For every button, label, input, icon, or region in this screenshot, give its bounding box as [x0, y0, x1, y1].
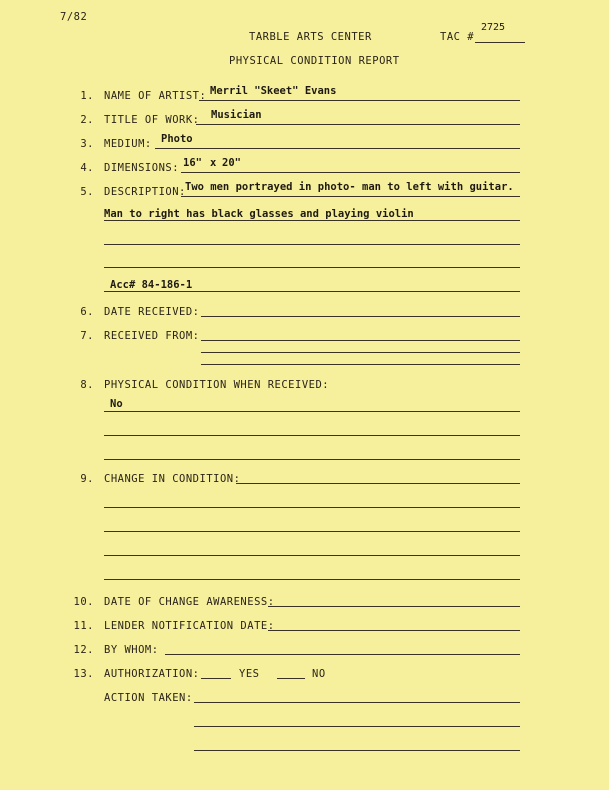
- lender-notification-label: LENDER NOTIFICATION DATE:: [104, 620, 275, 632]
- by-whom-label: BY WHOM:: [104, 644, 159, 656]
- field-12-number: 12.: [73, 644, 94, 656]
- lender-notification-line: [268, 630, 520, 631]
- change-in-condition-line-2: [104, 507, 520, 508]
- org-name: TARBLE ARTS CENTER: [249, 31, 372, 43]
- field-8-number: 8.: [80, 379, 94, 391]
- by-whom-line: [165, 654, 520, 655]
- tac-number: 2725: [481, 22, 506, 33]
- authorization-no: NO: [312, 668, 326, 680]
- date-received-label: DATE RECEIVED:: [104, 306, 200, 318]
- change-in-condition-line-3: [104, 531, 520, 532]
- artist-line: [199, 100, 520, 101]
- physical-condition-label: PHYSICAL CONDITION WHEN RECEIVED:: [104, 379, 330, 391]
- change-awareness-line: [268, 606, 520, 607]
- authorization-label: AUTHORIZATION:: [104, 668, 200, 680]
- tac-line: [475, 42, 525, 43]
- received-from-label: RECEIVED FROM:: [104, 330, 200, 342]
- title-line: [196, 124, 520, 125]
- description-line-1: Two men portrayed in photo- man to left with guitar.: [185, 181, 514, 193]
- change-in-condition-line-1: [236, 483, 520, 484]
- field-7-number: 7.: [80, 330, 94, 342]
- field-1-number: 1.: [80, 90, 94, 102]
- description-rule-2: [104, 220, 520, 221]
- field-10-number: 10.: [73, 596, 94, 608]
- action-taken-line-1: [194, 702, 520, 703]
- artist-label: NAME OF ARTIST:: [104, 90, 207, 102]
- change-in-condition-line-5: [104, 579, 520, 580]
- accession-line: [104, 291, 520, 292]
- title-label: TITLE OF WORK:: [104, 114, 200, 126]
- field-2-number: 2.: [80, 114, 94, 126]
- dimensions-width: 16": [183, 157, 202, 169]
- description-rule-4: [104, 267, 520, 268]
- dimensions-x: x: [210, 157, 217, 169]
- medium-label: MEDIUM:: [104, 138, 152, 150]
- field-13-number: 13.: [73, 668, 94, 680]
- description-label: DESCRIPTION:: [104, 186, 186, 198]
- accession-number: Acc# 84-186-1: [110, 279, 193, 291]
- change-in-condition-line-4: [104, 555, 520, 556]
- description-rule-3: [104, 244, 520, 245]
- physical-condition-line-1: [104, 411, 520, 412]
- authorization-yes: YES: [239, 668, 260, 680]
- description-line-2: Man to right has black glasses and playing violin: [104, 208, 414, 220]
- date-code: 7/82: [60, 11, 88, 23]
- physical-condition-line-3: [104, 459, 520, 460]
- received-from-line-2: [201, 352, 520, 353]
- dimensions-line: [181, 172, 520, 173]
- field-6-number: 6.: [80, 306, 94, 318]
- artist-value: Merril "Skeet" Evans: [210, 85, 337, 97]
- dimensions-label: DIMENSIONS:: [104, 162, 180, 174]
- medium-value: Photo: [161, 133, 193, 145]
- authorization-no-blank: [277, 678, 305, 679]
- physical-condition-line-2: [104, 435, 520, 436]
- field-4-number: 4.: [80, 162, 94, 174]
- received-from-line-1: [201, 340, 520, 341]
- title-value: Musician: [211, 109, 262, 121]
- tac-label: TAC #: [440, 31, 475, 43]
- report-title: PHYSICAL CONDITION REPORT: [229, 55, 400, 67]
- change-in-condition-label: CHANGE IN CONDITION:: [104, 473, 241, 485]
- field-3-number: 3.: [80, 138, 94, 150]
- date-received-line: [201, 316, 520, 317]
- dimensions-height: 20": [222, 157, 241, 169]
- authorization-yes-blank: [201, 678, 231, 679]
- action-taken-line-3: [194, 750, 520, 751]
- action-taken-line-2: [194, 726, 520, 727]
- field-9-number: 9.: [80, 473, 94, 485]
- description-rule-1: [181, 196, 520, 197]
- change-awareness-label: DATE OF CHANGE AWARENESS:: [104, 596, 275, 608]
- received-from-line-3: [201, 364, 520, 365]
- field-11-number: 11.: [73, 620, 94, 632]
- field-5-number: 5.: [80, 186, 94, 198]
- medium-line: [155, 148, 520, 149]
- action-taken-label: ACTION TAKEN:: [104, 692, 193, 704]
- physical-condition-value: No: [110, 398, 123, 410]
